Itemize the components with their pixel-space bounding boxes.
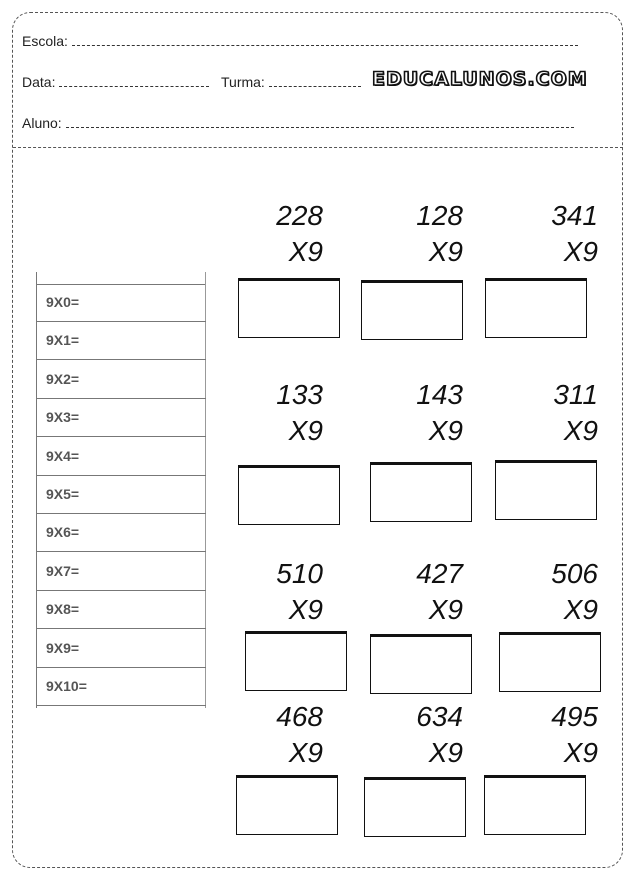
school-line [22, 33, 578, 49]
problem-multiplier: X9 [288, 594, 323, 625]
date-label: Data: [22, 74, 56, 90]
table-row-label: 9X7= [46, 562, 80, 579]
problem-number: 468 [276, 701, 323, 732]
answer-box[interactable] [485, 278, 587, 338]
multiplication-problem [353, 556, 463, 628]
table-row [36, 322, 206, 360]
table-row-label: 9X10= [46, 678, 87, 694]
table-row [36, 514, 206, 552]
site-logo: EDUCALUNOS.COM [372, 68, 588, 90]
problem-multiplier: X9 [428, 594, 463, 625]
answer-box[interactable] [361, 280, 463, 340]
problem-multiplier: X9 [428, 737, 463, 768]
problem-multiplier: X9 [428, 415, 463, 446]
multiplication-problem [213, 198, 323, 270]
header-separator [13, 147, 623, 148]
problem-number: 228 [276, 200, 323, 231]
problem-multiplier: X9 [288, 236, 323, 267]
table-row [36, 399, 206, 437]
table-row-label: 9X8= [46, 601, 80, 618]
problem-number: 427 [416, 558, 463, 589]
answer-box[interactable] [495, 460, 597, 520]
table-row-label: 9X5= [46, 486, 80, 502]
table-row [36, 284, 206, 322]
problem-number: 133 [276, 379, 323, 410]
answer-box[interactable] [370, 634, 472, 694]
multiplication-problem [353, 377, 463, 449]
date-line [22, 74, 209, 90]
problem-multiplier: X9 [428, 236, 463, 267]
table-row-label: 9X3= [46, 409, 80, 426]
answer-box[interactable] [364, 777, 466, 837]
multiplication-problem [488, 699, 598, 771]
problem-number: 495 [551, 701, 598, 732]
table-row-label: 9X0= [46, 294, 80, 310]
table-row-label: 9X9= [46, 639, 80, 656]
answer-box[interactable] [238, 278, 340, 338]
problem-multiplier: X9 [563, 594, 598, 625]
answer-box[interactable] [238, 465, 340, 525]
multiplication-problem [213, 699, 323, 771]
multiplication-problem [353, 699, 463, 771]
problem-number: 341 [551, 200, 598, 231]
problem-multiplier: X9 [288, 415, 323, 446]
problem-number: 510 [276, 558, 323, 589]
answer-box[interactable] [484, 775, 586, 835]
problem-multiplier: X9 [563, 236, 598, 267]
student-label: Aluno: [22, 115, 62, 131]
problem-multiplier: X9 [563, 415, 598, 446]
table-row [36, 668, 206, 706]
problem-number: 634 [416, 701, 463, 732]
date-field[interactable] [59, 74, 209, 87]
school-label: Escola: [22, 33, 68, 49]
table-row-label: 9X6= [46, 524, 80, 541]
problem-number: 128 [416, 200, 463, 231]
answer-box[interactable] [370, 462, 472, 522]
table-row [36, 591, 206, 629]
problem-multiplier: X9 [288, 737, 323, 768]
answer-box[interactable] [499, 632, 601, 692]
multiplication-problem [353, 198, 463, 270]
table-row [36, 553, 206, 591]
student-field[interactable] [66, 115, 574, 128]
table-row-label: 9X1= [46, 332, 80, 349]
multiplication-problem [488, 556, 598, 628]
class-line [221, 74, 361, 90]
problem-number: 311 [553, 379, 598, 410]
table-row [36, 438, 206, 476]
table-row-label: 9X2= [46, 370, 80, 387]
school-field[interactable] [72, 33, 578, 46]
class-field[interactable] [269, 74, 361, 87]
answer-box[interactable] [245, 631, 347, 691]
table-row [36, 361, 206, 399]
answer-box[interactable] [236, 775, 338, 835]
table-row-label: 9X4= [46, 447, 80, 464]
problem-number: 143 [416, 379, 463, 410]
student-line [22, 115, 574, 131]
problem-multiplier: X9 [563, 737, 598, 768]
problem-number: 506 [551, 558, 598, 589]
table-row [36, 476, 206, 514]
multiplication-problem [213, 556, 323, 628]
multiplication-problem [488, 198, 598, 270]
class-label: Turma: [221, 74, 265, 90]
multiplication-problem [213, 377, 323, 449]
table-row [36, 630, 206, 668]
multiplication-problem [488, 377, 598, 449]
